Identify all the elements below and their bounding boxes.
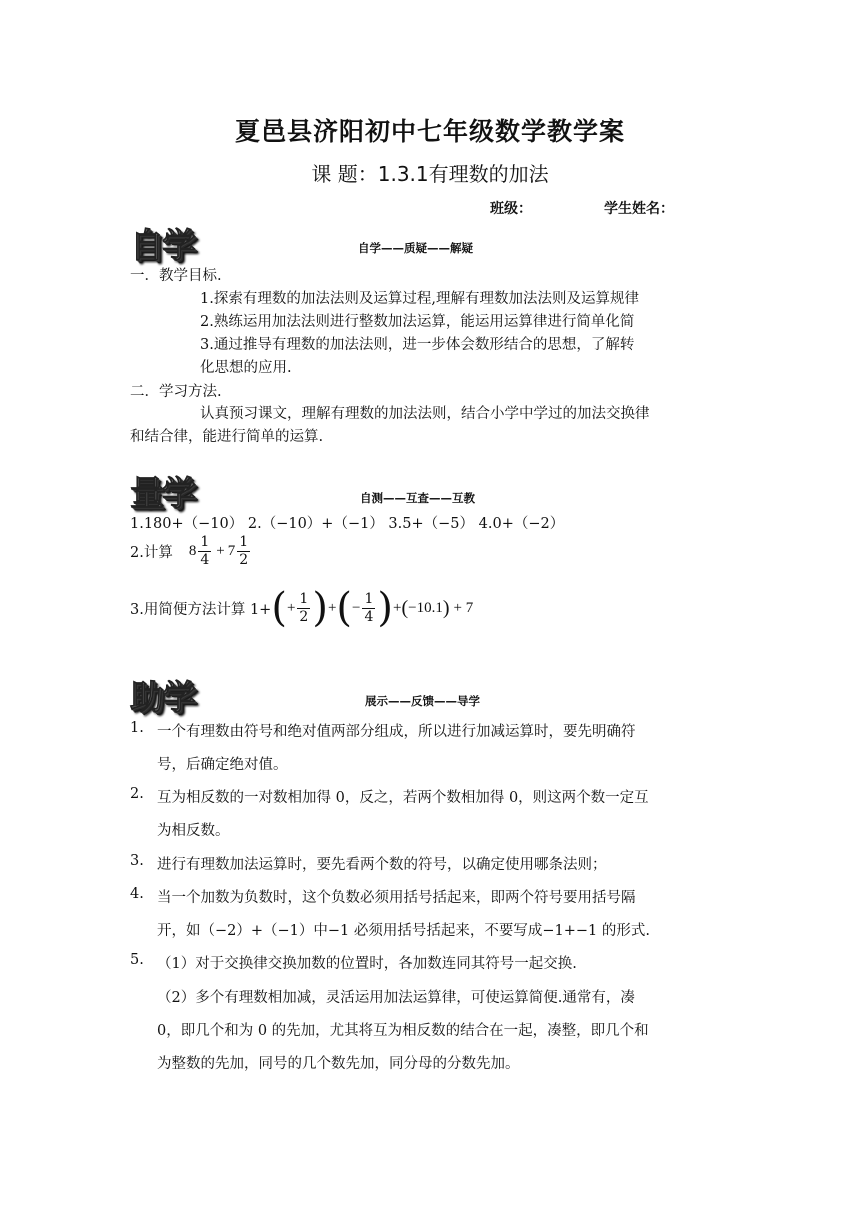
fraction-one-half <box>237 534 250 569</box>
list-item-1-line2: 号，后确定绝对值。 <box>157 757 288 773</box>
plus-sign: + <box>216 542 225 559</box>
fraction-numerator: 1 <box>239 534 249 550</box>
paren-open-small: ( <box>401 596 409 619</box>
fraction-denominator: 4 <box>200 551 210 568</box>
method-line2: 和结合律，能进行简单的运算. <box>130 429 324 445</box>
self-test-question-2 <box>130 534 252 569</box>
question-3-label: 3.用简便方法计算 1+ <box>130 601 272 618</box>
fraction-denominator: 2 <box>299 608 309 625</box>
paren-close-small: ) <box>442 596 450 619</box>
student-name-label: 学生姓名： <box>604 201 674 217</box>
goal-1: 1.探索有理数的加法法则及运算过程,理解有理数加法法则及运算规律 <box>200 291 639 307</box>
fraction-one-quarter <box>198 534 211 569</box>
list-item-3: 进行有理数加法运算时，要先看两个数的符号，以确定使用哪条法则； <box>157 857 607 873</box>
self-study-badge: 自学 <box>130 226 194 266</box>
fraction-numerator: 1 <box>364 590 374 607</box>
lesson-subtitle: 课 题：1.3.1有理数的加法 <box>311 162 549 186</box>
class-label: 班级： <box>490 201 532 217</box>
self-test-question-3 <box>130 585 474 631</box>
plus-sign: + <box>393 599 402 616</box>
list-item-5-line2: （2）多个有理数相加减，灵活运用加法运算律，可使运算简便.通常有，凑 <box>157 990 635 1006</box>
fraction-denominator: 4 <box>364 608 374 625</box>
fraction-numerator: 1 <box>299 590 309 607</box>
list-item-2-line2: 为相反数。 <box>157 823 230 839</box>
list-item-4-line2: 开，如（−2）+（−1）中−1 必须用括号括起来，不要写成−1+−1 的形式. <box>157 923 650 939</box>
plus-sign: + <box>327 599 337 616</box>
learning-method-heading: 二．学习方法. <box>130 384 222 400</box>
fraction-one-half <box>297 591 310 626</box>
mixed-number-whole-a: 8 <box>188 542 197 559</box>
section3-heading: 展示——反馈——导学 <box>365 694 480 708</box>
page-title: 夏邑县济阳初中七年级数学教学案 <box>234 117 625 146</box>
list-item-1-line1: 一个有理数由符号和绝对值两部分组成，所以进行加减运算时，要先明确符 <box>157 724 636 740</box>
section2-heading: 自测——互查——互教 <box>360 491 475 505</box>
section1-heading: 自学——质疑——解疑 <box>358 241 473 255</box>
list-item-4-line1: 当一个加数为负数时，这个负数必须用括号括起来，即两个符号要用括号隔 <box>157 890 636 906</box>
method-line1: 认真预习课文，理解有理数的加法法则，结合小学中学过的加法交换律 <box>200 406 650 422</box>
paren-close: ) <box>312 585 328 631</box>
sign-minus: − <box>352 599 361 616</box>
mixed-number-whole-b: 7 <box>227 542 236 559</box>
goal-2: 2.熟练运用加法法则进行整数加法运算，能运用运算律进行简单化简 <box>200 314 635 330</box>
paren-open: ( <box>336 585 353 631</box>
fraction-denominator: 2 <box>239 551 249 568</box>
self-test-question-1: 1.180+（−10） 2.（−10）+（−1） 3.5+（−5） 4.0+（−2） <box>130 516 565 532</box>
list-item-number: 1. <box>130 720 144 736</box>
assist-study-badge: 助学 <box>130 678 194 718</box>
fraction-numerator: 1 <box>200 534 210 550</box>
paren-open: ( <box>271 585 287 631</box>
question-2-label: 2.计算 <box>130 544 173 561</box>
list-item-number: 3. <box>130 853 144 869</box>
list-item-number: 2. <box>130 786 144 802</box>
list-item-5-line3: 0，即几个和为 0 的先加，尤其将互为相反数的结合在一起，凑整，即几个和 <box>157 1023 649 1039</box>
paren-close: ) <box>377 585 394 631</box>
list-item-5-line1: （1）对于交换律交换加数的位置时，各加数连同其符号一起交换. <box>157 956 577 972</box>
list-item-5-line4: 为整数的先加，同号的几个数先加，同分母的分数先加。 <box>157 1056 520 1072</box>
goal-3-line2: 化思想的应用. <box>200 360 292 376</box>
list-item-number: 5. <box>130 952 144 968</box>
list-item-2-line1: 互为相反数的一对数相加得 0，反之，若两个数相加得 0，则这两个数一定互 <box>157 790 649 806</box>
goal-3-line1: 3.通过推导有理数的加法法则，进一步体会数形结合的思想，了解转 <box>200 337 635 353</box>
teaching-goals-heading: 一．教学目标. <box>130 268 222 284</box>
term-minus-ten-point-one: −10.1 <box>408 599 443 616</box>
tail-plus-seven: + 7 <box>453 599 474 616</box>
fraction-one-quarter <box>362 591 375 626</box>
measure-study-badge: 量学 <box>130 474 194 514</box>
sign-plus: + <box>286 599 296 616</box>
list-item-number: 4. <box>130 886 144 902</box>
